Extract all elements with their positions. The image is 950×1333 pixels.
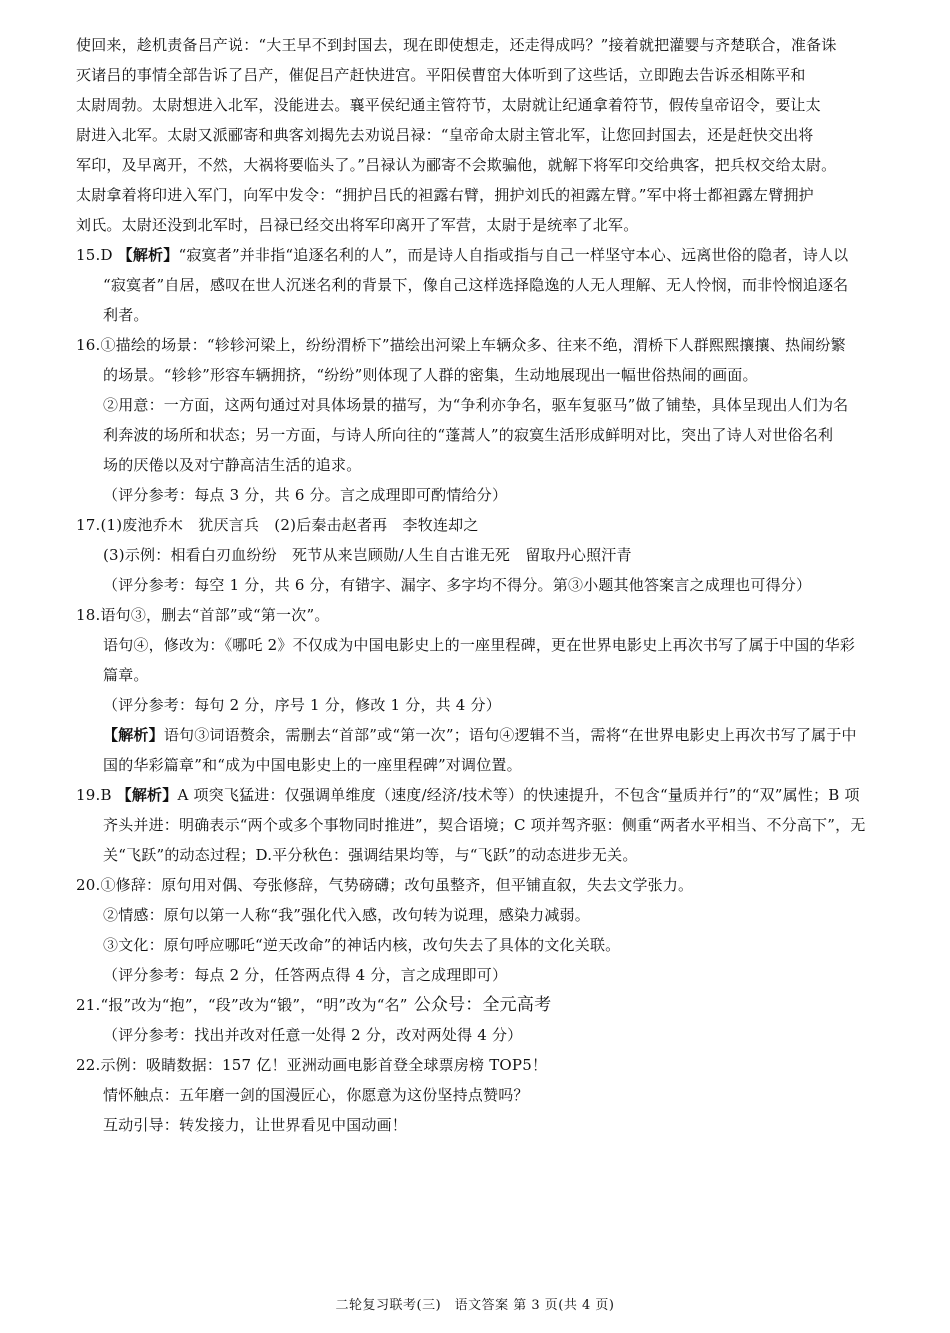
text-line: (3)示例：相看白刃血纷纷 死节从来岂顾勋/人生自古谁无死 留取丹心照汗青 <box>103 546 632 564</box>
answer-20 <box>76 870 886 990</box>
scoring-note: （评分参考：找出并改对任意一处得 2 分，改对两处得 4 分） <box>103 1026 523 1044</box>
answer-number: 15.D <box>76 246 118 264</box>
text-line: 军印，及早离开，不然，大祸将要临头了。”吕禄认为郦寄不会欺骗他，就解下将军印交给典客，把兵权交给太尉。 <box>76 156 837 174</box>
answer-text: A 项突飞猛进：仅强调单维度（速度/经济/技术等）的快速提升，不包含“量质并行”的“双”属性；B 项 <box>177 786 860 804</box>
text-line: 篇章。 <box>103 666 149 684</box>
answer-text: 语句③词语赘余，需删去“首部”或“第一次”；语句④逻辑不当，需将“在世界电影史上再次书写了属于中 <box>163 726 857 744</box>
answer-text: 21.“报”改为“抱”，“段”改为“锻”，“明”改为“名” <box>76 996 408 1014</box>
answer-19 <box>76 780 886 870</box>
answer-21 <box>76 990 886 1050</box>
text-line: 16.①描绘的场景：“轸轸河梁上，纷纷渭桥下”描绘出河梁上车辆众多、往来不绝，渭桥下人群熙熙攘攘、热闹纷繁 <box>76 336 846 354</box>
text-line: 太尉周勃。太尉想进入北军，没能进去。襄平侯纪通主管符节，太尉就让纪通拿着符节，假传皇帝诏令，要让太 <box>76 96 821 114</box>
text-line: 语句④，修改为：《哪吒 2》不仅成为中国电影史上的一座里程碑，更在世界电影史上再次书写了属于中国的华彩 <box>103 636 856 654</box>
text-line: 利者。 <box>103 306 149 324</box>
scoring-note: （评分参考：每点 2 分，任答两点得 4 分，言之成理即可） <box>103 966 508 984</box>
text-line: 使回来，趁机责备吕产说：“大王早不到封国去，现在即使想走，还走得成吗？”接着就把灌婴与齐楚联合，准备诛 <box>76 36 837 54</box>
text-line: ③文化：原句呼应哪吒“逆天改命”的神话内核，改句失去了具体的文化关联。 <box>103 936 621 954</box>
text-line: 的场景。“轸轸”形容车辆拥挤，“纷纷”则体现了人群的密集，生动地展现出一幅世俗热闹的画面。 <box>103 366 758 384</box>
text-line: 关“飞跃”的动态过程；D.平分秋色：强调结果均等，与“飞跃”的动态进步无关。 <box>103 846 638 864</box>
text-line: 17.(1)废池乔木 犹厌言兵 (2)后秦击赵者再 李牧连却之 <box>76 516 479 534</box>
text-line: 情怀触点：五年磨一剑的国漫匠心，你愿意为这份坚持点赞吗？ <box>103 1086 529 1104</box>
watermark-text: 公众号：全元高考 <box>413 995 552 1015</box>
answer-number: 19.B <box>76 786 117 804</box>
answer-18 <box>76 600 886 780</box>
answer-16 <box>76 330 886 510</box>
text-line: 互动引导：转发接力，让世界看见中国动画！ <box>103 1116 408 1134</box>
page-footer: 二轮复习联考(三) 语文答案 第 3 页(共 4 页) <box>335 1298 615 1313</box>
answer-15 <box>76 240 886 330</box>
text-line: 刘氏。太尉还没到北军时，吕禄已经交出将军印离开了军营，太尉于是统率了北军。 <box>76 216 639 234</box>
text-line: 场的厌倦以及对宁静高洁生活的追求。 <box>103 456 362 474</box>
text-line <box>76 990 886 1020</box>
text-line: 齐头并进：明确表示“两个或多个事物同时推进”，契合语境；C 项并驾齐驱：侧重“两者水平相当、不分高下”，无 <box>103 816 866 834</box>
text-line: ②用意：一方面，这两句通过对具体场景的描写，为“争利亦争名，驱车复驱马”做了铺垫，具体呈现出人们为名 <box>103 396 849 414</box>
text-line: 18.语句③，删去“首部”或“第一次”。 <box>76 606 330 624</box>
text-line: “寂寞者”自居，感叹在世人沉迷名利的背景下，像自己这样选择隐逸的人无人理解、无人怜悯，而非怜悯追逐名 <box>103 276 849 294</box>
text-line <box>76 780 886 810</box>
translation-paragraph <box>76 30 886 240</box>
answer-17 <box>76 510 886 600</box>
text-line <box>76 720 886 750</box>
analysis-tag: 【解析】 <box>117 246 179 264</box>
text-line: 太尉拿着将印进入军门，向军中发令：“拥护吕氏的袒露右臂，拥护刘氏的袒露左臂。”军中将士都袒露左臂拥护 <box>76 186 814 204</box>
scoring-note: （评分参考：每空 1 分，共 6 分，有错字、漏字、多字均不得分。第③小题其他答案言之成理也可得分） <box>103 576 812 594</box>
scoring-note: （评分参考：每句 2 分，序号 1 分，修改 1 分，共 4 分） <box>103 696 501 714</box>
text-line: 灭诸吕的事情全部告诉了吕产，催促吕产赶快进宫。平阳侯曹窋大体听到了这些话，立即跑去告诉丞相陈平和 <box>76 66 806 84</box>
text-line: 利奔波的场所和状态；另一方面，与诗人所向往的“蓬蒿人”的寂寞生活形成鲜明对比，突出了诗人对世俗名利 <box>103 426 834 444</box>
text-line: 22.示例：吸睛数据：157 亿！亚洲动画电影首登全球票房榜 TOP5！ <box>76 1056 548 1074</box>
text-line: 20.①修辞：原句用对偶、夸张修辞，气势磅礴；改句虽整齐，但平铺直叙，失去文学张力。 <box>76 876 694 894</box>
answer-22 <box>76 1050 886 1140</box>
scoring-note: （评分参考：每点 3 分，共 6 分。言之成理即可酌情给分） <box>103 486 508 504</box>
text-line: ②情感：原句以第一人称“我”强化代入感，改句转为说理，感染力减弱。 <box>103 906 590 924</box>
text-line <box>76 240 886 270</box>
analysis-tag: 【解析】 <box>116 786 178 804</box>
answer-text: “寂寞者”并非指“追逐名利的人”，而是诗人自指或指与自己一样坚守本心、远离世俗的隐者，诗人以 <box>178 246 849 264</box>
answer-page <box>76 30 886 1140</box>
text-line: 国的华彩篇章”和“成为中国电影史上的一座里程碑”对调位置。 <box>103 756 522 774</box>
analysis-tag: 【解析】 <box>103 726 164 744</box>
text-line: 尉进入北军。太尉又派郦寄和典客刘揭先去劝说吕禄：“皇帝命太尉主管北军，让您回封国去，还是赶快交出将 <box>76 126 814 144</box>
